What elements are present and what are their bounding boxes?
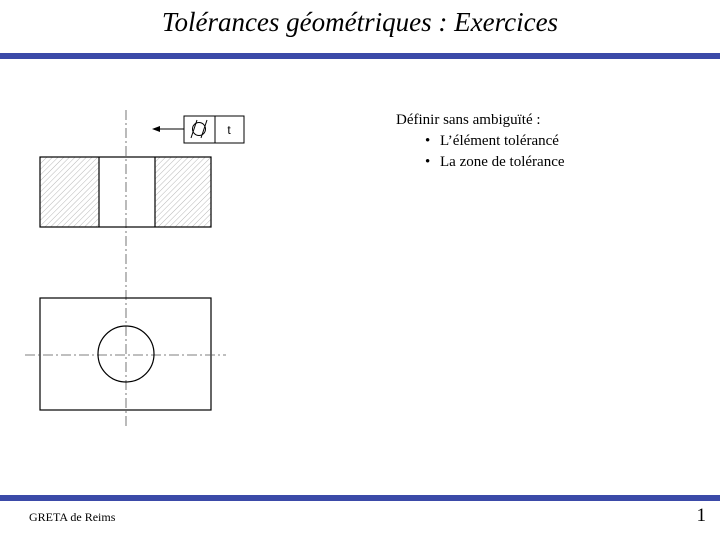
- list-item: [396, 131, 565, 152]
- front-view: [25, 298, 226, 410]
- list-item-text: L’élément tolérancé: [440, 133, 559, 149]
- list-item: [396, 152, 565, 173]
- bullet-icon: •: [425, 133, 431, 149]
- tolerance-symbol-icon: [191, 120, 207, 138]
- tolerance-frame: [152, 116, 244, 143]
- list-item-text: La zone de tolérance: [440, 154, 565, 170]
- instruction-heading: Définir sans ambiguïté :: [396, 112, 541, 128]
- bullet-icon: •: [425, 154, 431, 170]
- section-view: [40, 157, 211, 227]
- footer-organization: GRETA de Reims: [29, 510, 116, 524]
- technical-drawing: [0, 60, 300, 440]
- page-number: 1: [696, 505, 706, 526]
- page-title: Tolérances géométriques : Exercices: [161, 7, 559, 37]
- top-rule: [0, 53, 720, 59]
- tolerance-value: t: [227, 123, 231, 137]
- instruction-block: [396, 110, 565, 173]
- bottom-rule: [0, 495, 720, 501]
